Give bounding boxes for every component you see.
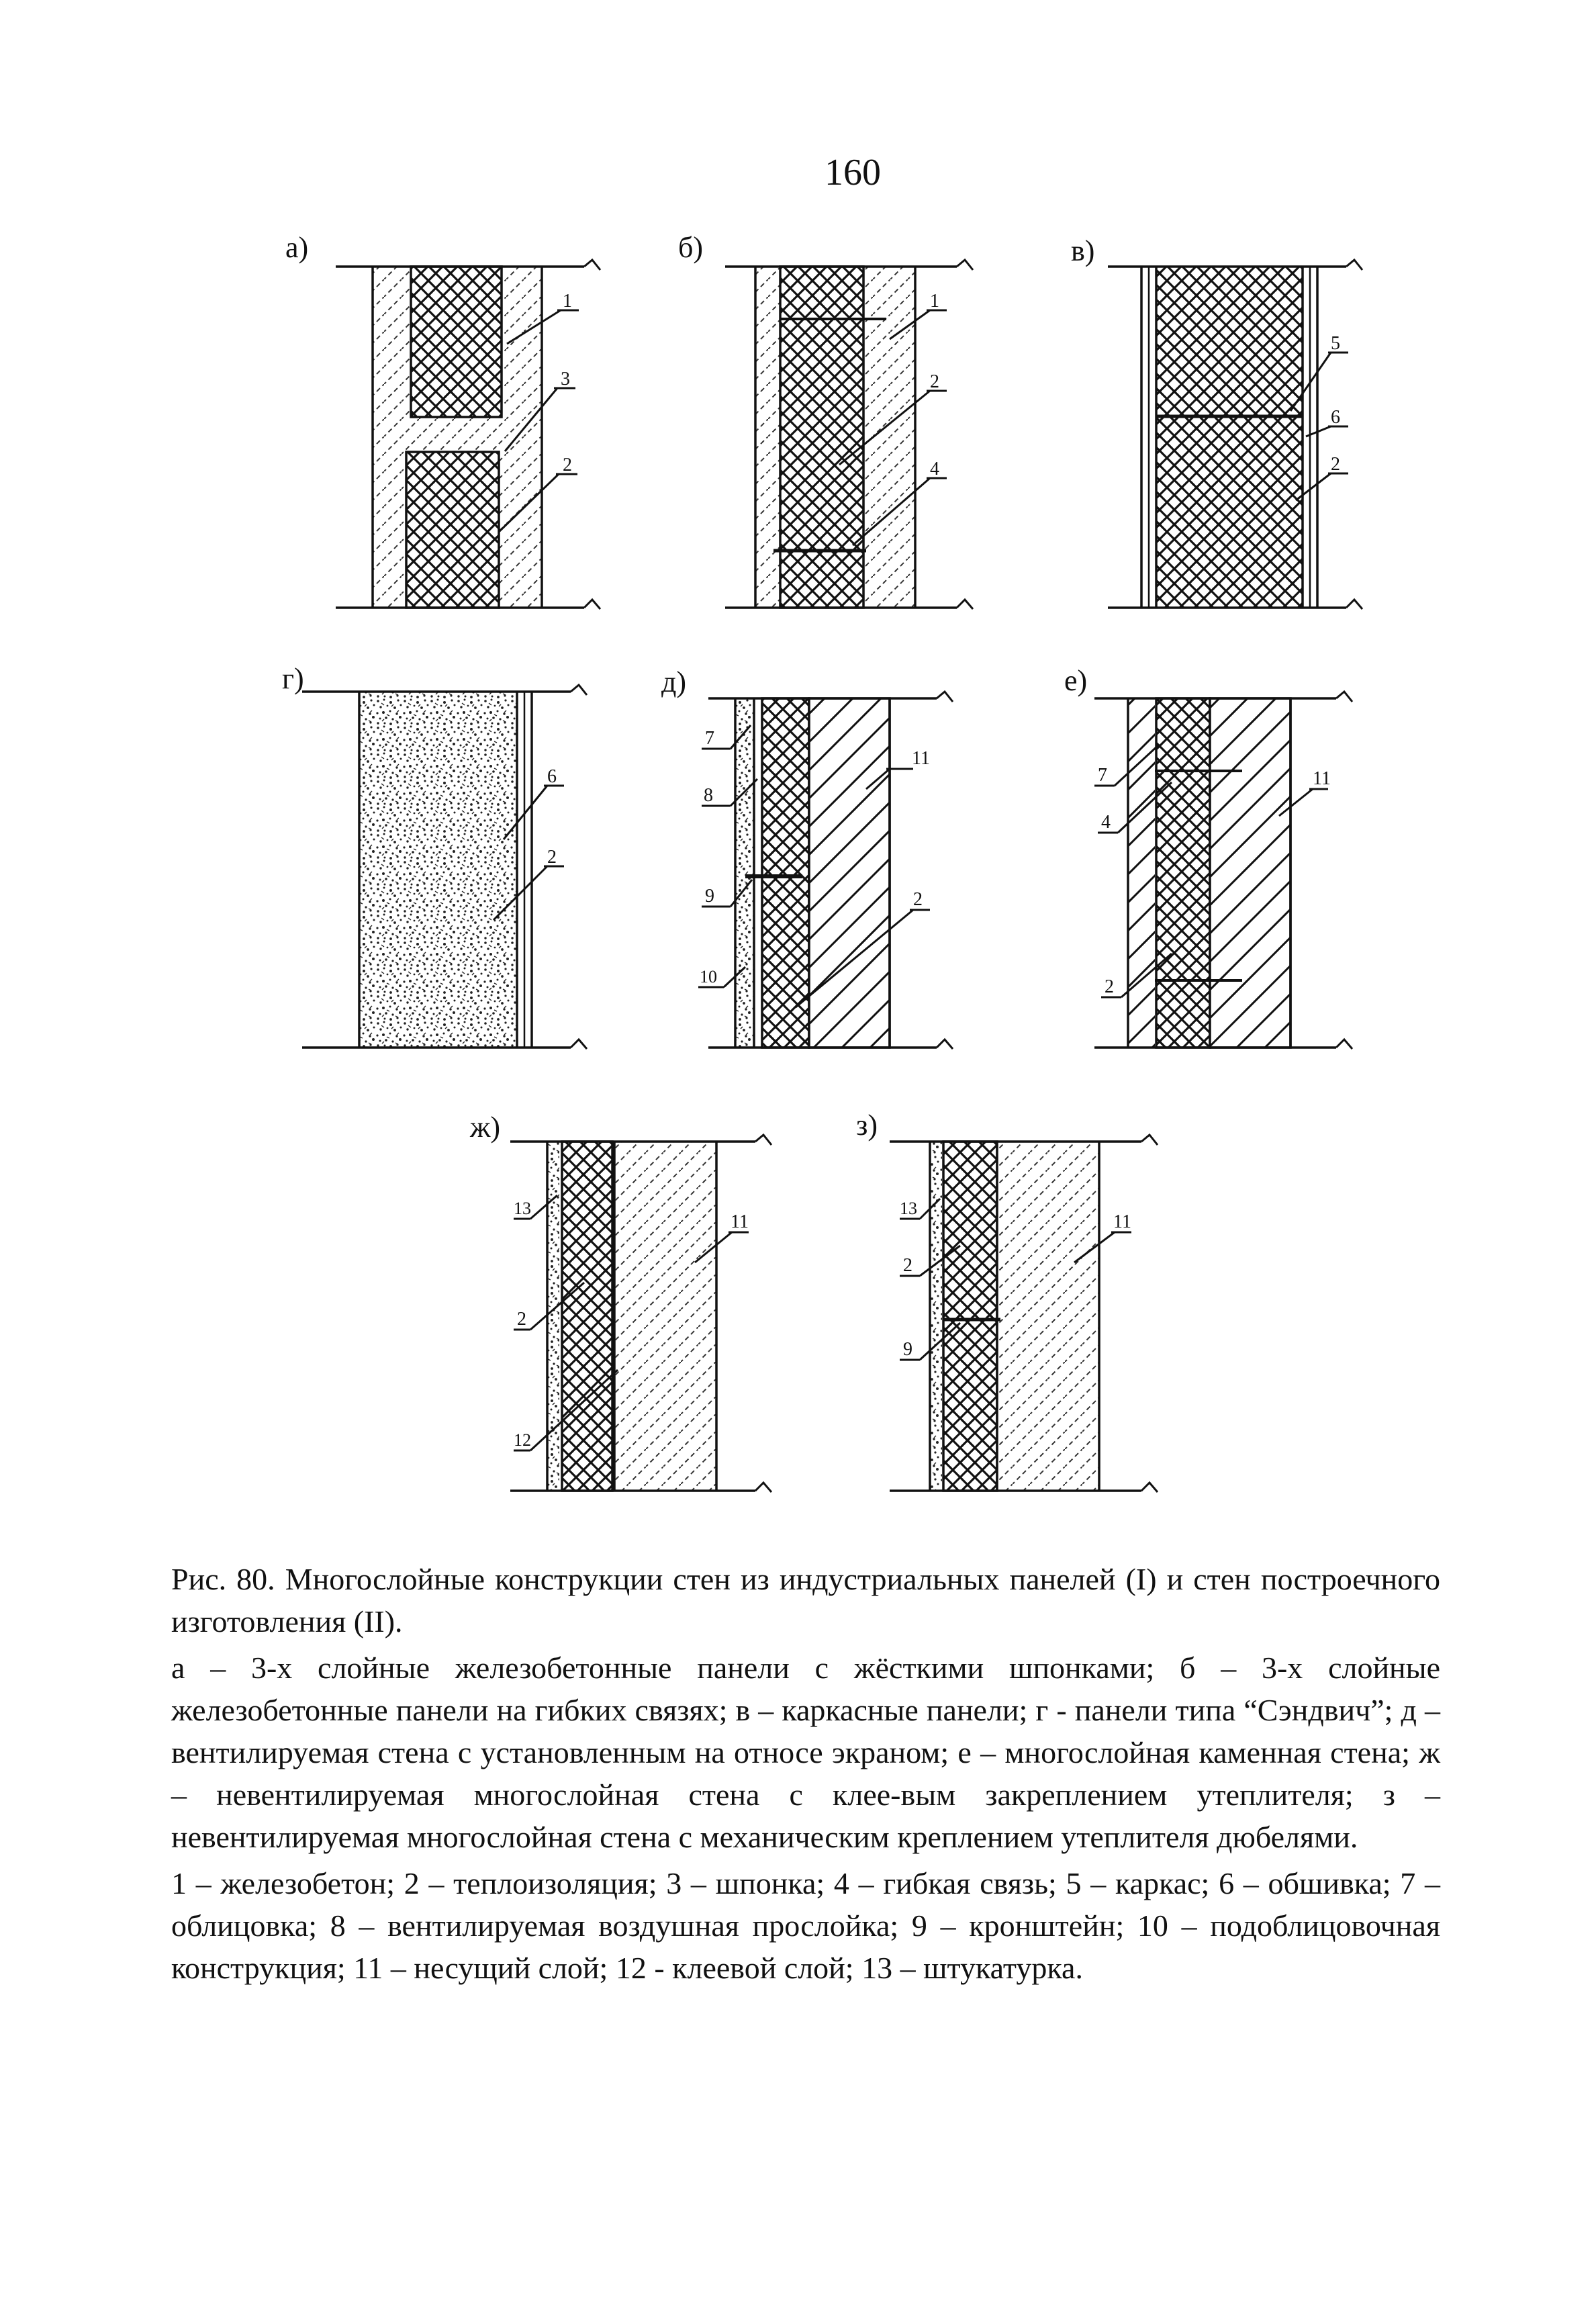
panel-d-label-2: 2 — [913, 889, 923, 910]
panel-a-label-2: 2 — [563, 455, 572, 475]
panel-d-drawing — [698, 692, 953, 1049]
panel-e-letter: е) — [1064, 664, 1088, 697]
panel-v-drawing — [1108, 260, 1362, 609]
panel-d-label-10: 10 — [700, 967, 717, 986]
page-number: 160 — [825, 152, 881, 193]
panel-a-label-1: 1 — [563, 291, 572, 312]
panel-zh-label-13: 13 — [514, 1199, 531, 1218]
panel-d-label-11: 11 — [912, 748, 930, 769]
panel-v-label-6: 6 — [1331, 407, 1340, 428]
panel-d-label-9: 9 — [705, 886, 714, 907]
panel-a-label-3: 3 — [561, 369, 570, 389]
panel-d-label-7: 7 — [705, 728, 714, 749]
caption-variants: а – 3-х слойные железобетонные панели с жёсткими шпонками; б – 3-х слойные железобетонные панели на гибких связях; в – каркасные панели; г - панели типа “Сэндвич”; д – вентилируемая стена с установленным на относе экраном; е – многослойная каменная стена; ж – невентилируемая многослойная стена с клее-вым закреплением утеплителя; з – невентилируемая многослойная стена с механическим креплением утеплителя дюбелями. — [171, 1651, 1440, 1854]
panel-b-label-2: 2 — [930, 371, 939, 392]
caption-legend: 1 – железобетон; 2 – теплоизоляция; 3 – шпонка; 4 – гибкая связь; 5 – каркас; 6 – обшивка; 7 – облицовка; 8 – вентилируемая воздушная прослойка; 9 – кронштейн; 10 – подоблицовочная конструкция; 11 – несущий слой; 12 - клеевой слой; 13 – штукатурка. — [171, 1866, 1440, 1985]
panel-a-letter: а) — [285, 231, 309, 264]
caption-title: Рис. 80. Многослойные конструкции стен из индустриальных панелей (I) и стен построечного изготовления (II). — [171, 1562, 1440, 1638]
panel-e-label-4: 4 — [1101, 812, 1111, 833]
panel-z-drawing — [890, 1135, 1158, 1492]
panel-z-letter: з) — [856, 1109, 878, 1142]
panel-d-letter: д) — [661, 665, 687, 698]
panel-zh-label-11: 11 — [731, 1211, 749, 1232]
panel-e-label-2: 2 — [1105, 976, 1114, 997]
panel-zh-drawing — [510, 1135, 771, 1492]
panel-zh-letter: ж) — [470, 1111, 501, 1144]
panel-b-drawing — [725, 260, 973, 609]
panel-a-drawing — [336, 260, 600, 609]
panel-z-label-11: 11 — [1113, 1211, 1131, 1232]
panel-g-letter: г) — [282, 662, 304, 695]
panel-b-label-4: 4 — [930, 459, 939, 479]
panel-d-label-8: 8 — [704, 785, 713, 806]
panel-v-letter: в) — [1071, 234, 1095, 267]
panel-zh-label-2: 2 — [517, 1309, 526, 1330]
panel-e-drawing — [1094, 692, 1352, 1049]
panel-b-letter: б) — [678, 231, 704, 264]
figure-caption — [171, 1558, 1440, 1993]
panel-g-drawing — [302, 685, 587, 1049]
panel-v-label-5: 5 — [1331, 333, 1340, 354]
panel-z-label-2: 2 — [903, 1255, 912, 1276]
panel-z-label-13: 13 — [900, 1199, 917, 1218]
panel-v-label-2: 2 — [1331, 454, 1340, 475]
panel-e-label-11: 11 — [1313, 768, 1331, 789]
panel-g-label-6: 6 — [547, 766, 557, 787]
panel-b-label-1: 1 — [930, 291, 939, 312]
panel-zh-label-12: 12 — [514, 1430, 531, 1450]
panel-g-label-2: 2 — [547, 847, 557, 868]
panel-z-label-9: 9 — [903, 1339, 912, 1360]
panel-e-label-7: 7 — [1098, 765, 1107, 786]
